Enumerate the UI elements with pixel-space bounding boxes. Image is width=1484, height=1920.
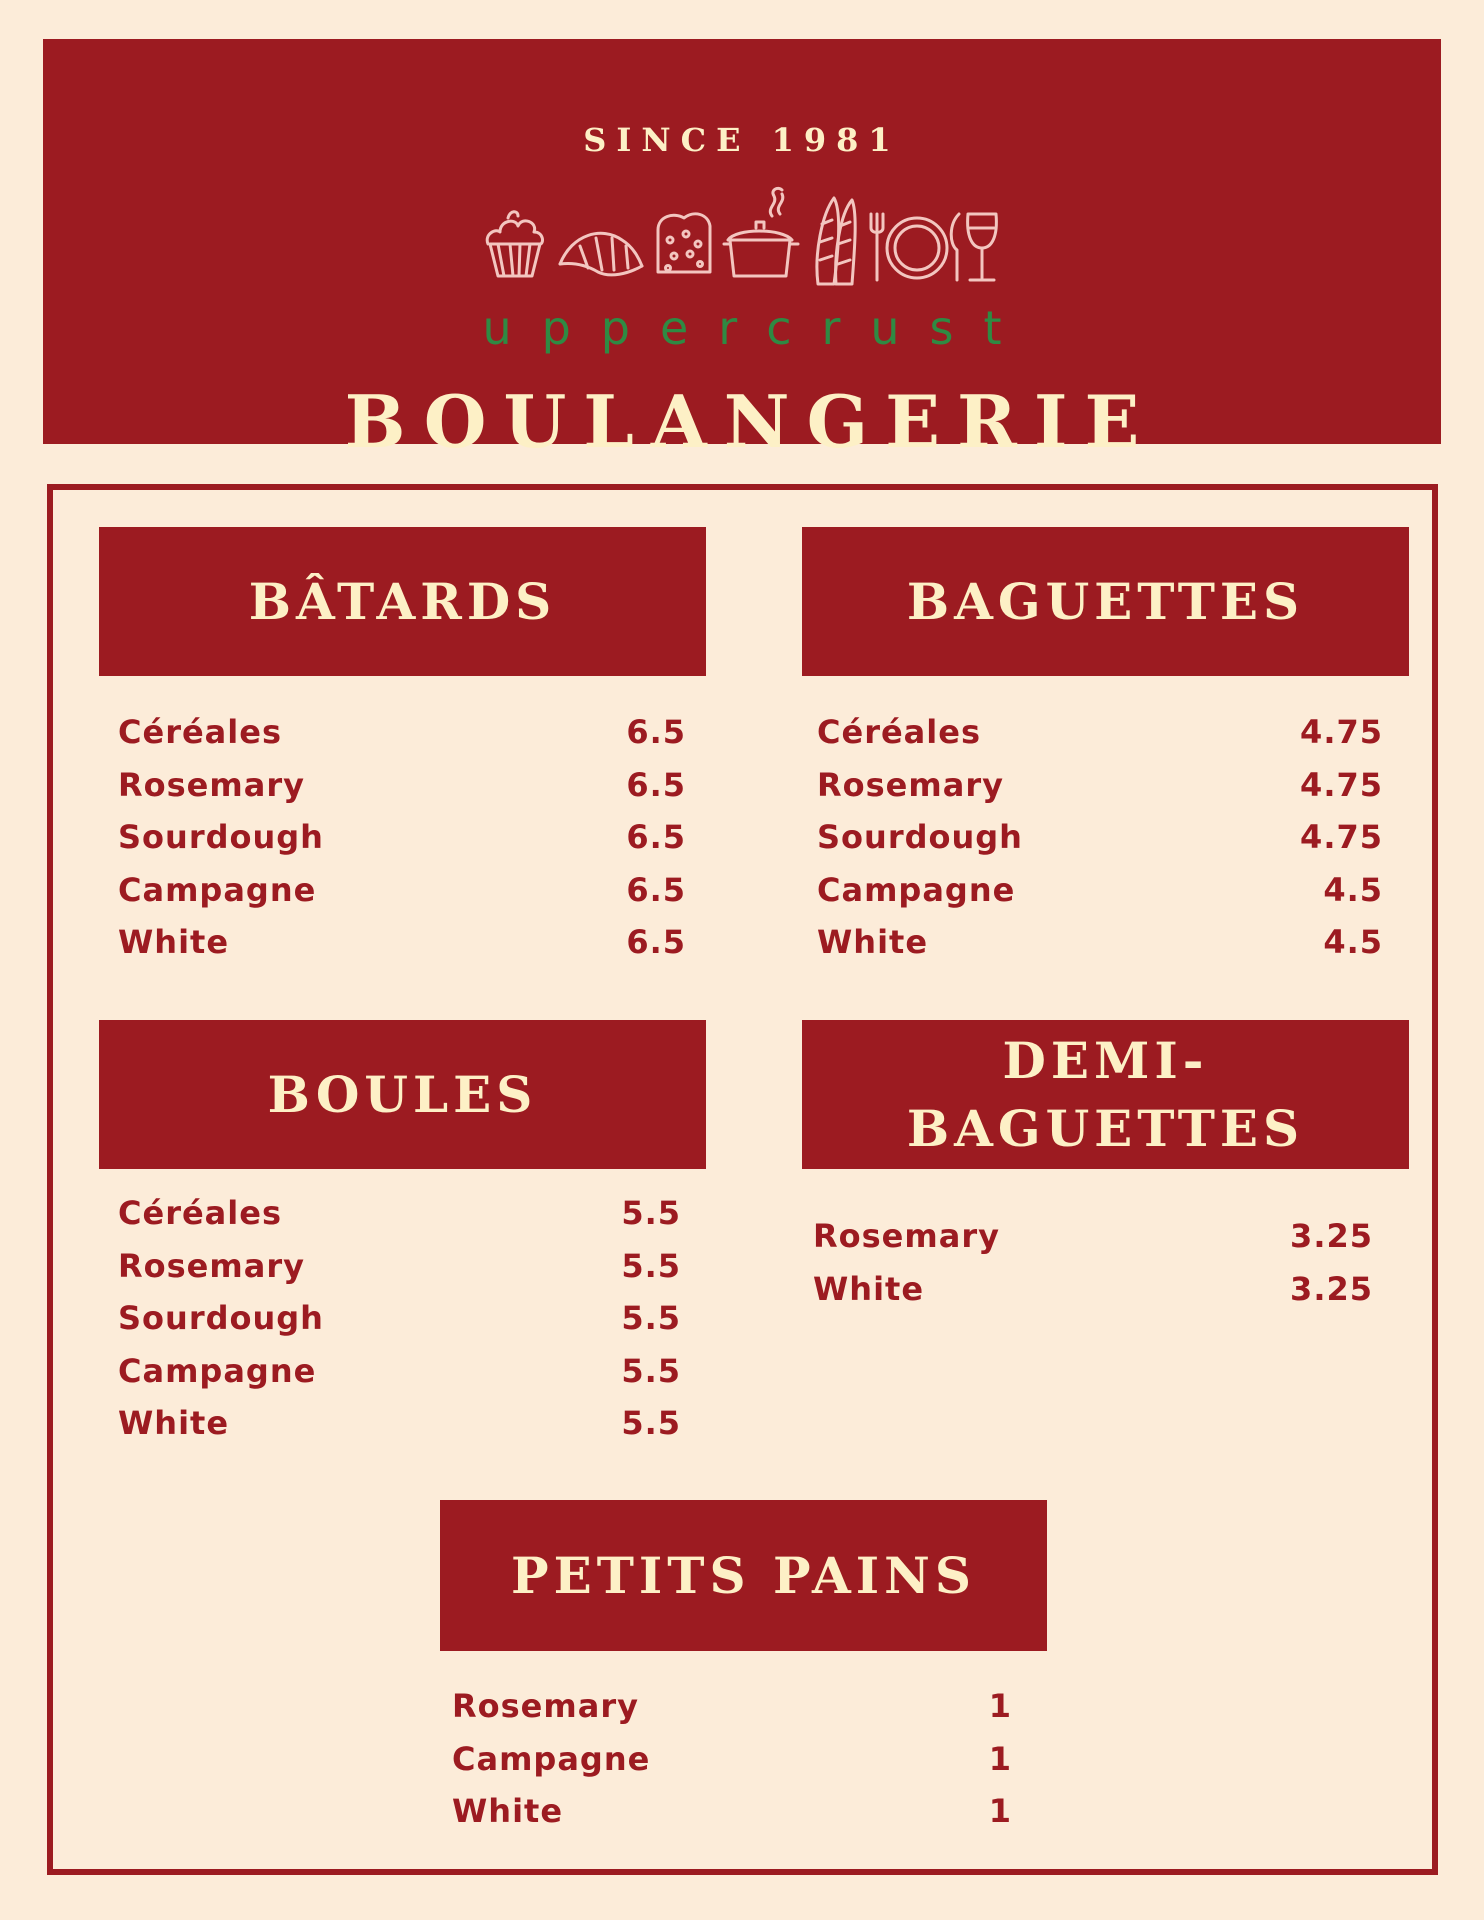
since-tagline: SINCE 1981 (583, 121, 901, 159)
cooking-pot-icon (724, 188, 798, 276)
list-item (118, 1240, 681, 1293)
logo-icon-row (43, 184, 1441, 294)
section-title: BOULES (267, 1065, 538, 1124)
section-items-batards (118, 706, 686, 969)
bread-loaf-icon (658, 214, 710, 272)
item-price: 6.5 (626, 870, 686, 909)
list-item (817, 864, 1383, 917)
list-item (452, 1680, 1012, 1733)
item-price: 5.5 (621, 1246, 681, 1285)
item-price: 5.5 (621, 1404, 681, 1443)
item-price: 3.25 (1290, 1269, 1373, 1308)
wine-glass-icon (968, 214, 997, 280)
list-item (118, 916, 686, 969)
item-price: 6.5 (626, 713, 686, 752)
item-name: Rosemary (118, 1246, 305, 1285)
item-price: 6.5 (626, 765, 686, 804)
menu-frame (47, 484, 1438, 1875)
item-name: White (813, 1269, 925, 1308)
list-item (118, 1345, 681, 1398)
plate-cutlery-icon (871, 214, 959, 280)
list-item (452, 1785, 1012, 1838)
item-name: Rosemary (452, 1687, 639, 1726)
item-price: 1 (988, 1739, 1012, 1778)
item-price: 1 (988, 1687, 1012, 1726)
list-item (118, 1292, 681, 1345)
list-item (813, 1210, 1373, 1263)
brand-logo-text: uppercrust (482, 301, 1032, 355)
item-name: Campagne (817, 870, 1016, 909)
section-title-line1: DEMI- (1002, 1030, 1209, 1090)
section-title-line2: BAGUETTES (906, 1098, 1305, 1158)
list-item (452, 1733, 1012, 1786)
item-price: 4.75 (1300, 765, 1383, 804)
item-price: 6.5 (626, 923, 686, 962)
item-name: White (118, 923, 230, 962)
item-name: Céréales (118, 1194, 282, 1233)
section-title: PETITS PAINS (511, 1546, 976, 1605)
section-items-demi-baguettes (813, 1210, 1373, 1315)
croissant-icon (560, 233, 642, 275)
item-name: Campagne (452, 1739, 651, 1778)
section-header-baguettes (802, 527, 1409, 676)
item-price: 4.75 (1300, 713, 1383, 752)
item-name: Rosemary (118, 765, 305, 804)
list-item (813, 1263, 1373, 1316)
list-item (118, 1397, 681, 1450)
list-item (817, 916, 1383, 969)
list-item (118, 706, 686, 759)
section-items-baguettes (817, 706, 1383, 969)
list-item (118, 864, 686, 917)
item-price: 3.25 (1290, 1217, 1373, 1256)
item-name: Sourdough (118, 1299, 324, 1338)
page-title: BOULANGERIE (344, 379, 1157, 464)
item-price: 4.75 (1300, 818, 1383, 857)
section-title: BÂTARDS (248, 572, 557, 631)
section-items-petits-pains (452, 1680, 1012, 1838)
item-name: Rosemary (813, 1217, 1000, 1256)
item-price: 5.5 (621, 1351, 681, 1390)
list-item (118, 811, 686, 864)
item-name: Céréales (118, 713, 282, 752)
item-name: White (452, 1792, 564, 1831)
item-name: Sourdough (817, 818, 1023, 857)
item-name: White (817, 923, 929, 962)
item-name: Campagne (118, 870, 317, 909)
section-items-boules (118, 1187, 681, 1450)
item-name: Céréales (817, 713, 981, 752)
list-item (118, 759, 686, 812)
item-price: 1 (988, 1792, 1012, 1831)
cupcake-icon (487, 212, 542, 276)
item-price: 5.5 (621, 1299, 681, 1338)
section-title: BAGUETTES (906, 572, 1305, 631)
section-header-batards (99, 527, 706, 676)
item-name: Rosemary (817, 765, 1004, 804)
item-name: Campagne (118, 1351, 317, 1390)
header-banner (43, 39, 1441, 464)
item-name: White (118, 1404, 230, 1443)
section-header-petits-pains (440, 1500, 1047, 1651)
item-price: 4.5 (1323, 870, 1383, 909)
list-item (817, 811, 1383, 864)
baguettes-icon (817, 198, 855, 284)
section-header-demi-baguettes (802, 1020, 1409, 1169)
list-item (817, 759, 1383, 812)
item-price: 6.5 (626, 818, 686, 857)
list-item (817, 706, 1383, 759)
item-price: 4.5 (1323, 923, 1383, 962)
section-header-boules (99, 1020, 706, 1169)
list-item (118, 1187, 681, 1240)
item-name: Sourdough (118, 818, 324, 857)
item-price: 5.5 (621, 1194, 681, 1233)
